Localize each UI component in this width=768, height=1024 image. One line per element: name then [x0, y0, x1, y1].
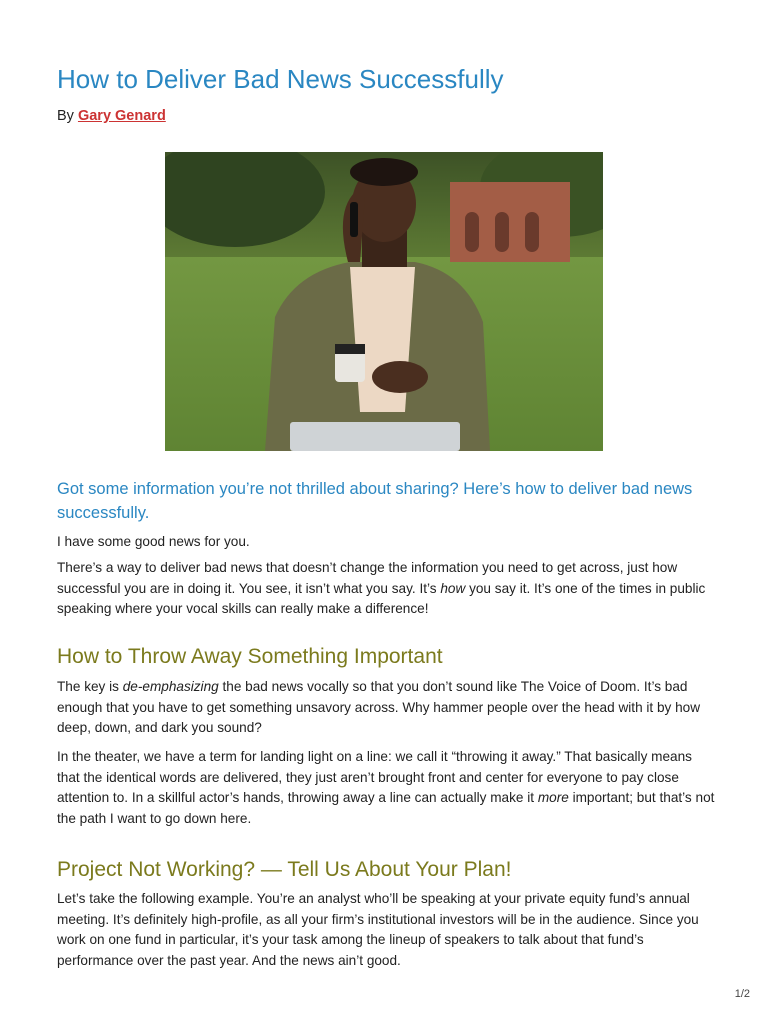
paragraph-2-emphasis: how: [440, 580, 466, 596]
paragraph-2-text-a: There’s a way to deliver bad news that doesn’t change the information you need to get across, just how successful you are in doing it. You see, it isn’t what you say. It’s: [57, 560, 678, 596]
subheading-project-plan: Project Not Working? — Tell Us About Your Plan!: [57, 858, 512, 881]
lead-paragraph: Got some information you’re not thrilled about sharing? Here’s how to deliver bad news successfully.: [57, 480, 693, 522]
page-number: 1/2: [734, 988, 750, 1000]
subheading-throw-away: How to Throw Away Something Important: [57, 645, 443, 668]
photo-illustration: [165, 152, 603, 451]
article-photo: [165, 152, 603, 451]
paragraph-3: [57, 677, 717, 739]
paragraph-4-emphasis: more: [537, 790, 569, 806]
paragraph-4-text-b: important; but that’s not the path I want to go down here.: [57, 790, 715, 826]
byline-prefix: By: [57, 108, 74, 124]
paragraph-3-text-a: The key is: [57, 679, 123, 694]
paragraph-3-emphasis: de-emphasizing: [122, 679, 219, 694]
paragraph-2-text-b: you say it. It’s one of the times in public speaking where your vocal skills can really make a difference!: [57, 580, 706, 617]
paragraph-3-text-b: the bad news vocally so that you don’t sound like The Voice of Doom. It’s bad enough that you have to get something unsavory across. Why hammer people over the head with it by how deep, down, and dark you sound?: [57, 679, 701, 736]
article-title: How to Deliver Bad News Successfully: [57, 64, 504, 94]
paragraph-4-text-a: In the theater, we have a term for landing light on a line: we call it “throwing it away.” That basically means that the identical words are delivered, they just aren’t brought front and center for everyone to pay close attention to. In a skillful actor’s hands, throwing away a line can actually make it: [57, 749, 692, 806]
paragraph-5: Let’s take the following example. You’re an analyst who’ll be speaking at your private equity fund’s annual meeting. It’s definitely high-profile, as all your firm’s institutional investors will be in the audience. Since you work on one fund in particular, it’s your task among the lineup of speakers to talk about that fund’s performance over the past year. And the news ain’t good.: [57, 891, 699, 968]
author-link[interactable]: Gary Genard: [77, 108, 166, 124]
paragraph-1: I have some good news for you.: [57, 534, 250, 549]
paragraph-4: [57, 747, 717, 829]
byline: [57, 108, 166, 124]
paragraph-2: [57, 558, 717, 620]
